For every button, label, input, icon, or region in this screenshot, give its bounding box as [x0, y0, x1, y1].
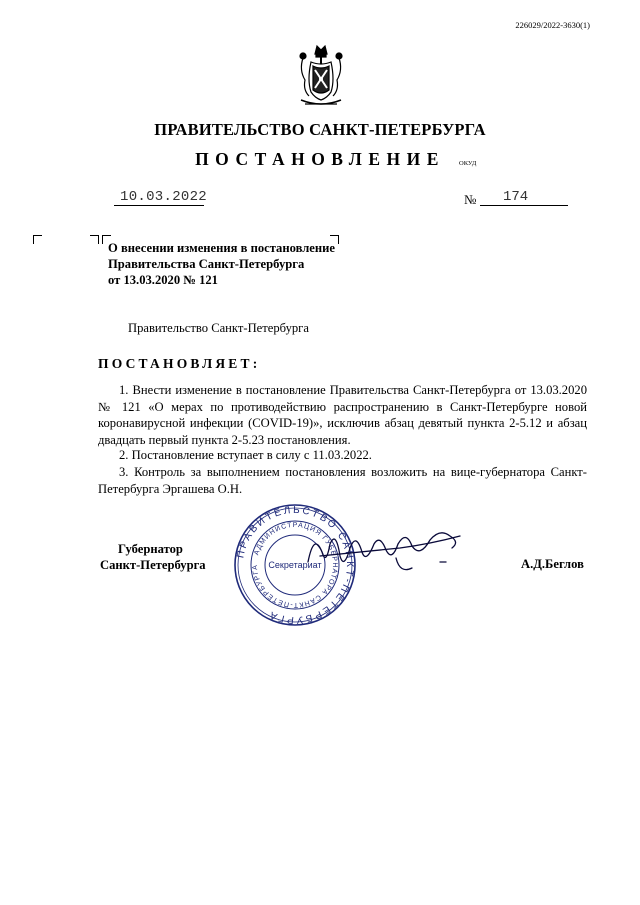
subject-line: О внесении изменения в постановление [108, 241, 335, 255]
decree-subject [108, 240, 348, 288]
decree-title: ПОСТАНОВЛЕНИЕ [195, 149, 445, 169]
seal-center-text: Секретариат [268, 560, 322, 570]
subject-line: Правительства Санкт-Петербурга [108, 257, 305, 271]
okud-label: ОКУД [459, 160, 477, 167]
number-sign: № [464, 192, 477, 207]
government-title: ПРАВИТЕЛЬСТВО САНКТ-ПЕТЕРБУРГА [154, 120, 486, 139]
signatory-title-line: Санкт-Петербурга [100, 558, 206, 572]
subject-line: от 13.03.2020 № 121 [108, 273, 218, 287]
seal-inner-text: АДМИНИСТРАЦИЯ ГУБЕРНАТОРА САНКТ-ПЕТЕРБУРГА [251, 521, 339, 609]
coat-of-arms-emblem [297, 42, 345, 110]
preamble: Правительство Санкт-Петербурга [128, 321, 309, 335]
signatory-name: А.Д.Беглов [521, 557, 584, 571]
clause-3: 3. Контроль за выполнением постановления возложить на вице-губернатора Санкт-Петербурга Эргашева О.Н. [98, 465, 587, 496]
clause-2: 2. Постановление вступает в силу с 11.03.2022. [119, 448, 372, 462]
resolves-heading: ПОСТАНОВЛЯЕТ: [98, 356, 261, 371]
decree-number: 174 [503, 189, 529, 205]
signatory-title [100, 541, 210, 573]
document-id: 226029/2022-3630(1) [515, 20, 590, 30]
signatory-title-line: Губернатор [118, 542, 183, 556]
handwritten-signature [300, 522, 470, 582]
clause-1: 1. Внести изменение в постановление Правительства Санкт-Петербурга от 13.03.2020 № 121 «О мерах по противодействию распространению в Санкт-Петербурге новой коронавирусной инфекции (COVID-19)», исключив абзац девятый пункта 2-5.12 и абзац двадцать первый пункта 2-5.23 постановления. [98, 383, 587, 447]
decree-date: 10.03.2022 [120, 189, 208, 205]
margin-corner-mark [33, 235, 42, 244]
margin-corner-mark [90, 235, 99, 244]
seal-outer-text: ПРАВИТЕЛЬСТВО САНКТ-ПЕТЕРБУРГА [235, 504, 356, 626]
